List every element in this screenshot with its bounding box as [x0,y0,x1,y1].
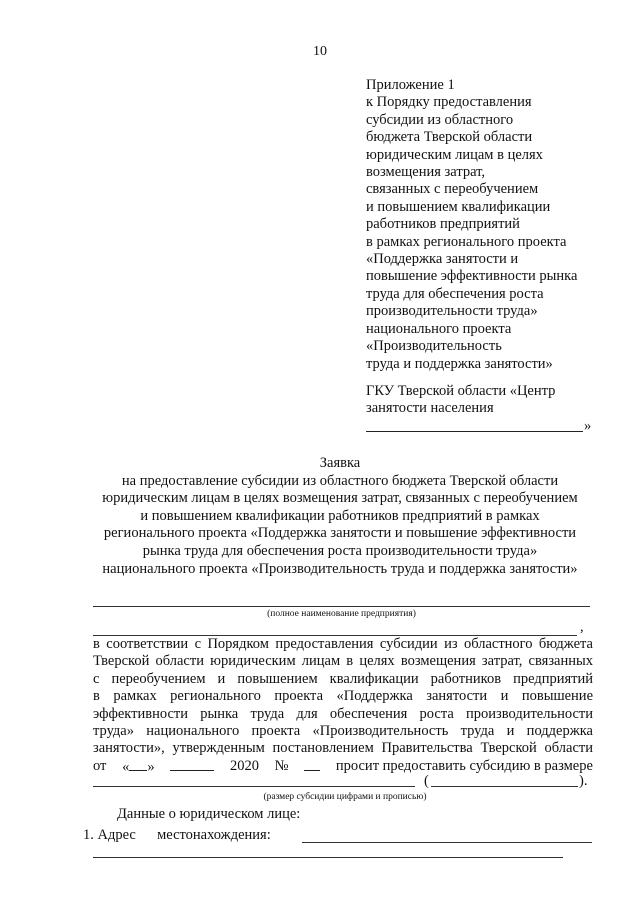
application-title [80,455,600,578]
close-paren: ). [579,773,588,789]
day-field[interactable] [129,758,147,771]
title-line: регионального проекта «Поддержка занятости и повышение эффективности [103,525,577,542]
addressee-line: ГКУ Тверской области «Центр [366,383,556,399]
appendix-line: повышение эффективности рынка [366,268,578,285]
legal-entity-heading: Данные о юридическом лице: [117,806,301,822]
body-line: с переобучением и повышением квалификации работников предприятий [93,670,593,687]
appendix-line: труда для обеспечения роста [366,285,544,302]
appendix-line: бюджета Тверской области [366,129,533,146]
address-field[interactable] [302,842,592,843]
body-line: в соответствии с Порядком предоставления субсидии из областного бюджета [93,636,593,652]
subsidy-amount-line [93,773,593,791]
appendix-line: и повышением квалификации [366,198,551,215]
appendix-line: в рамках регионального проекта [366,233,567,250]
number-sign: № [274,757,289,774]
address-row [83,827,271,844]
appendix-line: возмещения затрат, [366,164,486,181]
title-line: рынка труда для обеспечения роста производительности труда» [142,542,538,559]
address-label: местонахождения: [157,827,271,843]
addressee-name-line [366,417,592,438]
appendix-block [366,77,577,373]
open-paren: ( [424,773,429,789]
appendix-line: к Порядку предоставления [366,94,532,111]
title-line: на предоставление субсидии из областного бюджета Тверской области [121,472,559,489]
address-field-2[interactable] [93,857,563,858]
appendix-line: Приложение 1 [366,77,455,93]
body-line: в рамках регионального проекта «Поддержка занятости и повышение [93,688,593,705]
request-text: просит предоставить субсидию в размере [335,757,593,774]
appendix-line: субсидии из областного [366,111,514,128]
day-field-group: « » [122,758,155,775]
enterprise-name-caption: (полное наименование предприятия) [267,609,416,619]
appendix-line: «Производительность [366,338,502,355]
appendix-line: «Поддержка занятости и [366,251,519,268]
body-line: Тверской области юридическим лицам в целях возмещения затрат, связанных [93,653,593,670]
address-number-label: 1. Адрес [83,827,136,843]
body-line: занятости», утвержденным постановлением Правительства Тверской области [93,740,593,757]
body-line: эффективности рынка труда для обеспечения роста производительности [93,705,593,722]
enterprise-name-field[interactable] [93,606,590,607]
addressee-line: занятости населения [366,400,494,417]
title-line: юридическим лицам в целях возмещения затрат, связанных с переобучением [102,490,578,507]
subsidy-caption: (размер субсидии цифрами и прописью) [263,792,427,802]
appendix-line: работников предприятий [366,216,520,233]
appendix-line: национального проекта [366,320,512,337]
body-line: труда» национального проекта «Производительность труда и поддержка [93,723,593,740]
page-number: 10 [313,44,327,59]
appendix-line: труда и поддержка занятости» [366,355,553,372]
appendix-line: связанных с переобучением [366,181,539,198]
subsidy-amount-words-field[interactable] [431,786,578,787]
title-line: и повышением квалификации работников предприятий в рамках [140,507,540,524]
addressee-blank-field[interactable] [366,431,583,432]
title-line: национального проекта «Производительность труда и поддержка занятости» [102,560,578,577]
appendix-line: производительности труда» [366,303,538,320]
month-field[interactable] [170,758,214,771]
title-heading: Заявка [319,455,361,471]
ot-label: от [93,757,107,774]
addressee-block [366,383,592,438]
request-paragraph [93,636,593,776]
decree-number-field[interactable] [304,758,320,771]
subsidy-amount-digits-field[interactable] [93,786,415,787]
trailing-comma: , [580,619,584,635]
year-value: 2020 [229,757,259,774]
appendix-line: юридическим лицам в целях [366,146,543,163]
closing-quote: » [584,417,592,434]
